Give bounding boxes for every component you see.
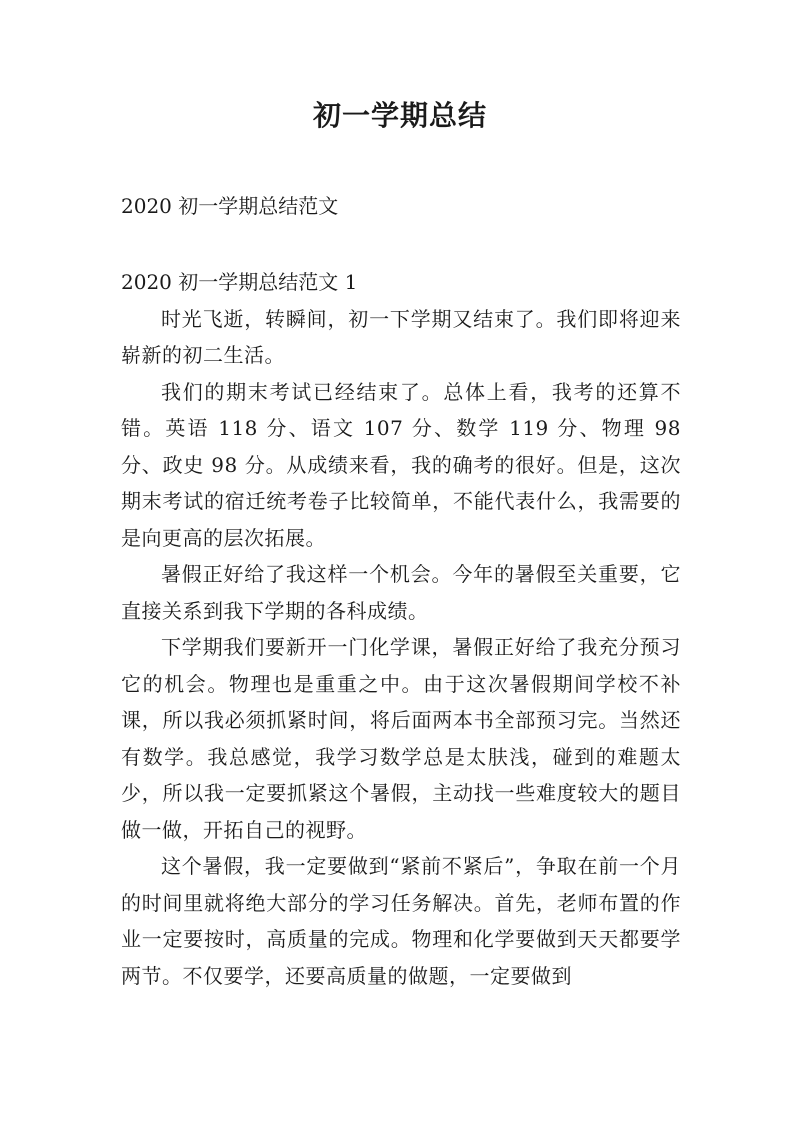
paragraph: 暑假正好给了我这样一个机会。今年的暑假至关重要，它直接关系到我下学期的各科成绩。 xyxy=(121,562,681,623)
paragraph: 我们的期末考试已经结束了。总体上看，我考的还算不错。英语 118 分、语文 107 分、数学 119 分、物理 98 分、政史 98 分。从成绩来看，我的确考的很好。但是，这次期末考试的宿迁统考卷子比较简单，不能代表什么，我需要的是向更高的层次拓展。 xyxy=(121,379,681,550)
paragraph: 下学期我们要新开一门化学课，暑假正好给了我充分预习它的机会。物理也是重重之中。由于这次暑假期间学校不补课，所以我必须抓紧时间，将后面两本书全部预习完。当然还有数学。我总感觉，我学习数学总是太肤浅，碰到的难题太少，所以我一定要抓紧这个暑假，主动找一些难度较大的题目做一做，开拓自己的视野。 xyxy=(121,635,681,842)
paragraph: 这个暑假，我一定要做到“紧前不紧后”，争取在前一个月的时间里就将绝大部分的学习任务解决。首先，老师布置的作业一定要按时，高质量的完成。物理和化学要做到天天都要学两节。不仅要学，还要高质量的做题，一定要做到 xyxy=(121,854,681,988)
section-heading: 2020 初一学期总结范文 1 xyxy=(121,270,358,294)
paragraph: 时光飞逝，转瞬间，初一下学期又结束了。我们即将迎来崭新的初二生活。 xyxy=(121,306,681,367)
document-subtitle: 2020 初一学期总结范文 xyxy=(121,194,339,218)
document-body xyxy=(121,264,681,994)
document-title: 初一学期总结 xyxy=(312,99,487,132)
